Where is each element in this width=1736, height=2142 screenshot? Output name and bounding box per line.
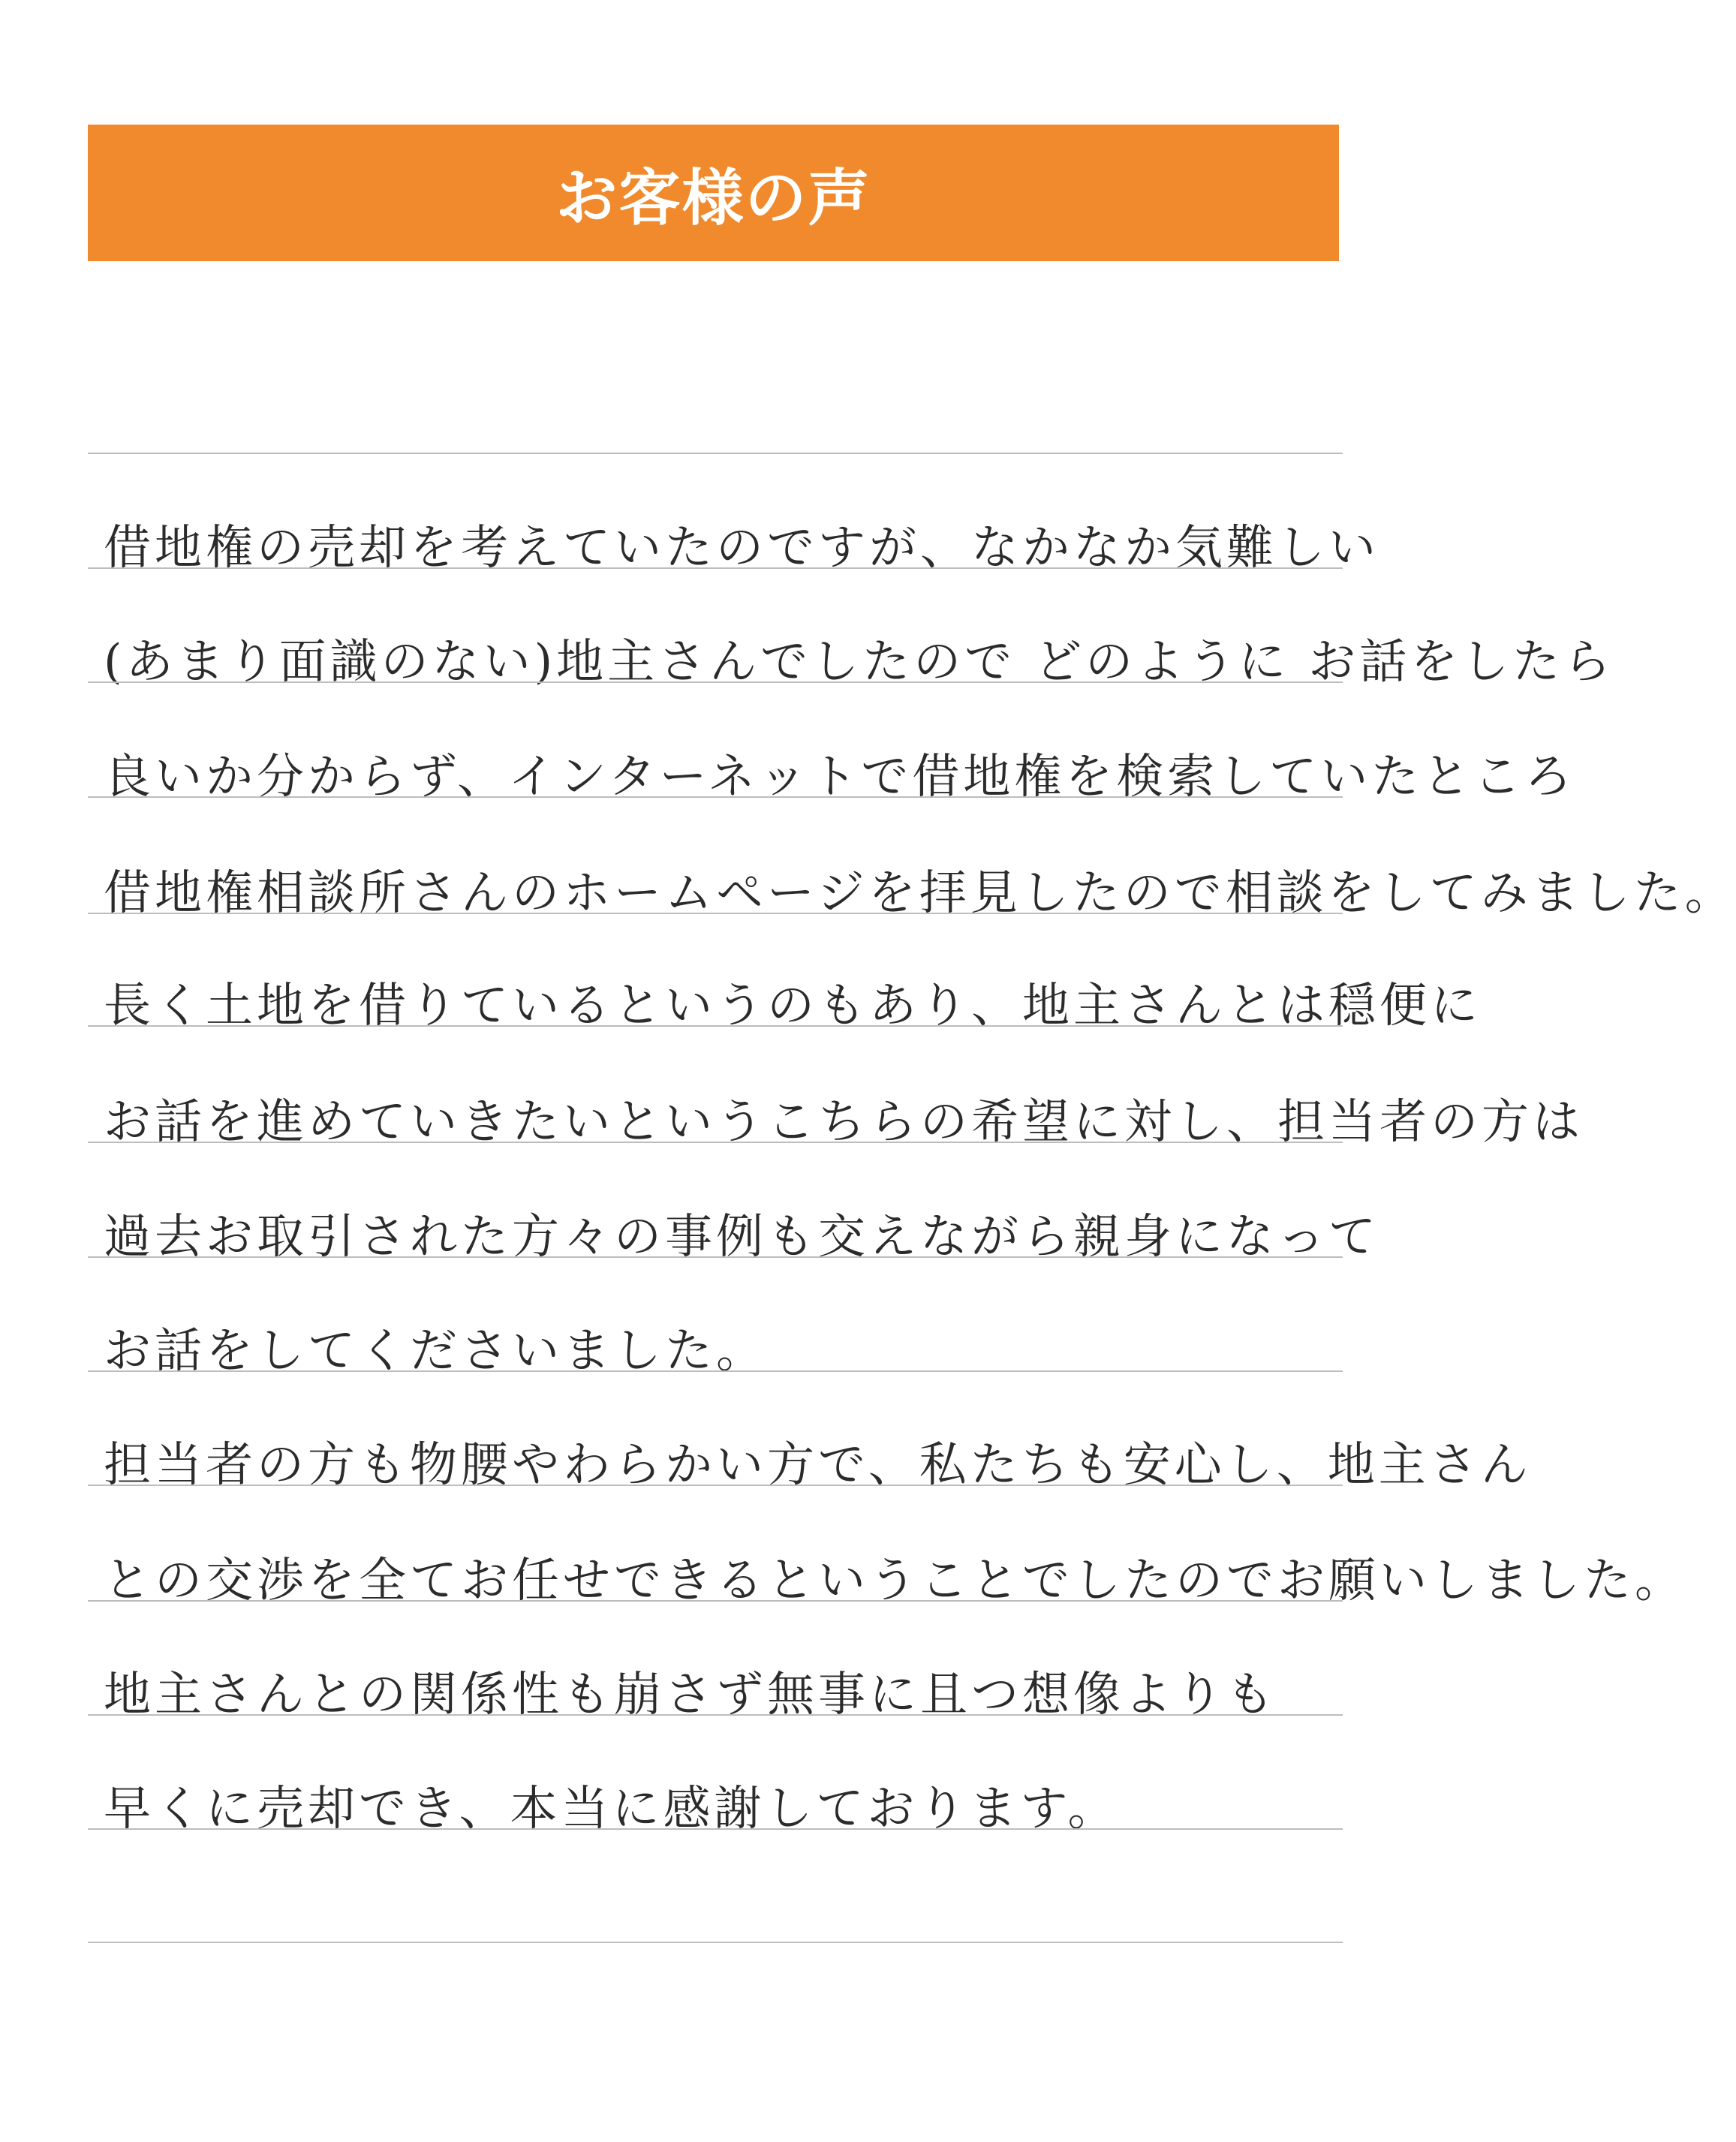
ruled-line bbox=[88, 796, 1343, 798]
page-title: お客様の声 bbox=[555, 162, 871, 234]
testimonial-line: お話をしてくださいました。 bbox=[104, 1323, 767, 1378]
testimonial-line: 借地権の売却を考えていたのですが、なかなか気難しい bbox=[104, 520, 1379, 575]
testimonial-line: 長く土地を借りているというのもあり、地主さんとは穏便に bbox=[104, 978, 1482, 1033]
testimonial-line: 借地権相談所さんのホームページを拝見したので相談をしてみました。 bbox=[104, 865, 1736, 920]
testimonial-line: 地主さんとの関係性も崩さず無事に且つ想像よりも bbox=[104, 1667, 1277, 1722]
testimonial-line: (あまり面識のない)地主さんでしたので どのように お話をしたら bbox=[104, 634, 1615, 689]
testimonial-line: 担当者の方も物腰やわらかい方で、私たちも安心し、地主さん bbox=[104, 1437, 1532, 1492]
ruled-line bbox=[88, 1485, 1343, 1486]
header-banner bbox=[88, 125, 1339, 261]
ruled-line bbox=[88, 1714, 1343, 1716]
testimonial-line: 過去お取引された方々の事例も交えながら親身になって bbox=[104, 1209, 1379, 1264]
testimonial-line: との交渉を全てお任せできるということでしたのでお願いしました。 bbox=[104, 1553, 1686, 1608]
ruled-line-top bbox=[88, 453, 1343, 454]
testimonial-line: 良いか分からず、インターネットで借地権を検索していたところ bbox=[104, 749, 1576, 804]
ruled-line bbox=[88, 1600, 1343, 1602]
ruled-line bbox=[88, 913, 1343, 914]
testimonial-line: 早くに売却でき、本当に感謝しております。 bbox=[104, 1781, 1119, 1836]
ruled-line bbox=[88, 681, 1343, 683]
ruled-line bbox=[88, 1828, 1343, 1830]
ruled-line bbox=[88, 1025, 1343, 1027]
ruled-line-bottom bbox=[88, 1942, 1343, 1943]
ruled-line bbox=[88, 567, 1343, 569]
ruled-line bbox=[88, 1142, 1343, 1143]
ruled-line bbox=[88, 1256, 1343, 1258]
ruled-line bbox=[88, 1370, 1343, 1372]
testimonial-line: お話を進めていきたいというこちらの希望に対し、担当者の方は bbox=[104, 1094, 1584, 1149]
